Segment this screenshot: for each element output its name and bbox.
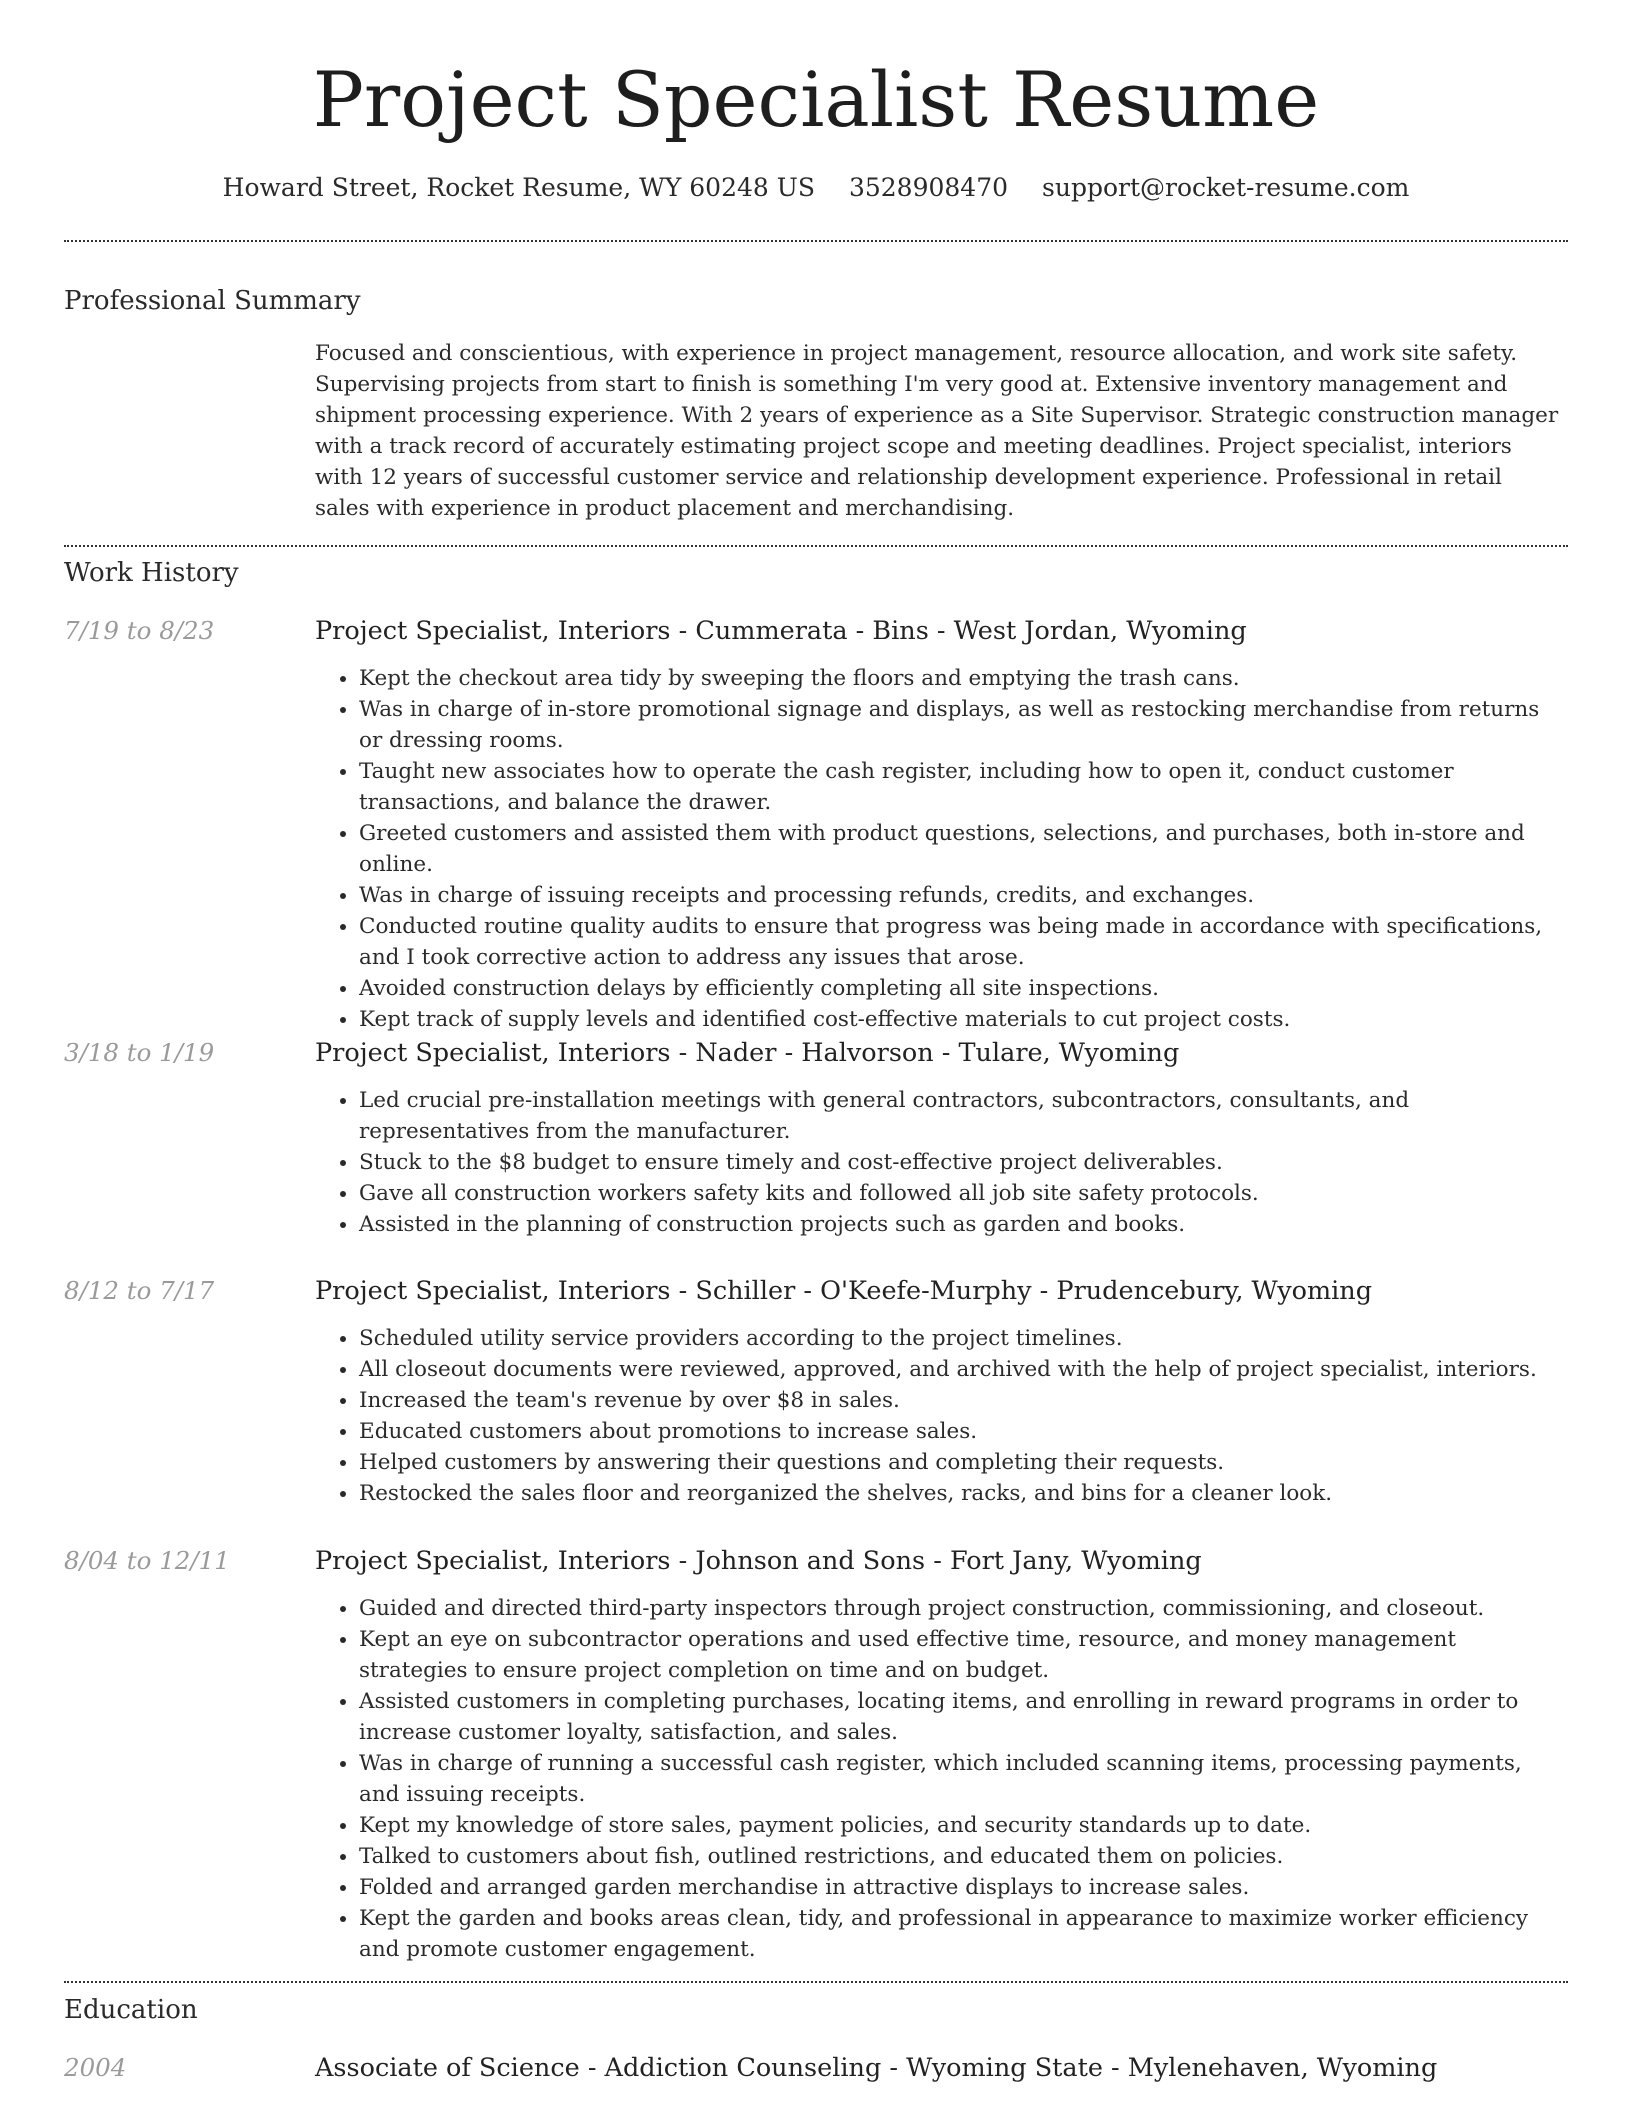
job-bullets <box>315 663 1565 1035</box>
job-dates: 7/19 to 8/23 <box>64 616 215 645</box>
divider <box>64 545 1568 547</box>
list-item: • Taught new associates how to operate the cash register, including how to open it, conduct customer transactions, and balance the drawer. <box>359 756 1565 818</box>
list-item: • Kept the checkout area tidy by sweeping the floors and emptying the trash cans. <box>359 663 1565 694</box>
list-item: • Led crucial pre-installation meetings with general contractors, subcontractors, consultants, and representatives from the manufacturer. <box>359 1085 1565 1147</box>
list-item: • Kept the garden and books areas clean, tidy, and professional in appearance to maximize worker efficiency and promote customer engagement. <box>359 1903 1565 1965</box>
list-item: • Stuck to the $8 budget to ensure timely and cost-effective project deliverables. <box>359 1147 1565 1178</box>
list-item: • Was in charge of in-store promotional signage and displays, as well as restocking merchandise from returns or dressing rooms. <box>359 694 1565 756</box>
section-title-education: Education <box>64 1995 198 2025</box>
list-item: • All closeout documents were reviewed, approved, and archived with the help of project specialist, interiors. <box>359 1354 1565 1385</box>
job-bullets <box>315 1085 1565 1240</box>
list-item: • Was in charge of issuing receipts and processing refunds, credits, and exchanges. <box>359 880 1565 911</box>
list-item: • Folded and arranged garden merchandise in attractive displays to increase sales. <box>359 1872 1565 1903</box>
section-title-summary: Professional Summary <box>64 286 361 316</box>
list-item: • Kept track of supply levels and identified cost-effective materials to cut project costs. <box>359 1004 1565 1035</box>
list-item: • Assisted in the planning of construction projects such as garden and books. <box>359 1209 1565 1240</box>
job-title: Project Specialist, Interiors - Nader - Halvorson - Tulare, Wyoming <box>315 1038 1180 1068</box>
job-bullets <box>315 1323 1565 1509</box>
list-item: • Restocked the sales floor and reorganized the shelves, racks, and bins for a cleaner look. <box>359 1478 1565 1509</box>
list-item: • Scheduled utility service providers according to the project timelines. <box>359 1323 1565 1354</box>
job-dates: 8/04 to 12/11 <box>64 1546 230 1575</box>
list-item: • Educated customers about promotions to increase sales. <box>359 1416 1565 1447</box>
job-bullets <box>315 1593 1565 1965</box>
list-item: • Guided and directed third-party inspectors through project construction, commissioning, and closeout. <box>359 1593 1565 1624</box>
list-item: • Helped customers by answering their questions and completing their requests. <box>359 1447 1565 1478</box>
list-item: • Increased the team's revenue by over $8 in sales. <box>359 1385 1565 1416</box>
education-title: Associate of Science - Addiction Counseling - Wyoming State - Mylenehaven, Wyoming <box>315 2053 1438 2083</box>
job-title: Project Specialist, Interiors - Cummerata - Bins - West Jordan, Wyoming <box>315 616 1247 646</box>
list-item: • Assisted customers in completing purchases, locating items, and enrolling in reward programs in order to increase customer loyalty, satisfaction, and sales. <box>359 1686 1565 1748</box>
list-item: • Avoided construction delays by efficiently completing all site inspections. <box>359 973 1565 1004</box>
list-item: • Greeted customers and assisted them with product questions, selections, and purchases, both in-store and online. <box>359 818 1565 880</box>
contact-email[interactable]: support@rocket-resume.com <box>1042 173 1410 202</box>
list-item: • Conducted routine quality audits to ensure that progress was being made in accordance with specifications, and I took corrective action to address any issues that arose. <box>359 911 1565 973</box>
contact-info <box>0 170 1632 206</box>
section-title-work-history: Work History <box>64 558 239 588</box>
contact-address: Howard Street, Rocket Resume, WY 60248 US <box>222 173 815 202</box>
list-item: • Was in charge of running a successful cash register, which included scanning items, processing payments, and issuing receipts. <box>359 1748 1565 1810</box>
list-item: • Kept my knowledge of store sales, payment policies, and security standards up to date. <box>359 1810 1565 1841</box>
education-year: 2004 <box>64 2053 127 2082</box>
list-item: • Talked to customers about fish, outlined restrictions, and educated them on policies. <box>359 1841 1565 1872</box>
job-title: Project Specialist, Interiors - Schiller - O'Keefe-Murphy - Prudencebury, Wyoming <box>315 1276 1373 1306</box>
list-item: • Gave all construction workers safety kits and followed all job site safety protocols. <box>359 1178 1565 1209</box>
job-title: Project Specialist, Interiors - Johnson and Sons - Fort Jany, Wyoming <box>315 1546 1202 1576</box>
divider <box>64 240 1568 242</box>
summary-text: Focused and conscientious, with experience in project management, resource allocation, and work site safety. Supervising projects from start to finish is something I'm very good at. Extensive inventory management and shipment processing experience. With 2 years of experience as a Site Supervisor. Strategic construction manager with a track record of accurately estimating project scope and meeting deadlines. Project specialist, interiors with 12 years of successful customer service and relationship development experience. Professional in retail sales with experience in product placement and merchandising. <box>315 341 1559 521</box>
job-dates: 3/18 to 1/19 <box>64 1038 215 1067</box>
job-dates: 8/12 to 7/17 <box>64 1276 215 1305</box>
page-title: Project Specialist Resume <box>312 55 1320 144</box>
list-item: • Kept an eye on subcontractor operations and used effective time, resource, and money management strategies to ensure project completion on time and on budget. <box>359 1624 1565 1686</box>
contact-phone: 3528908470 <box>848 173 1009 202</box>
divider <box>64 1981 1568 1983</box>
